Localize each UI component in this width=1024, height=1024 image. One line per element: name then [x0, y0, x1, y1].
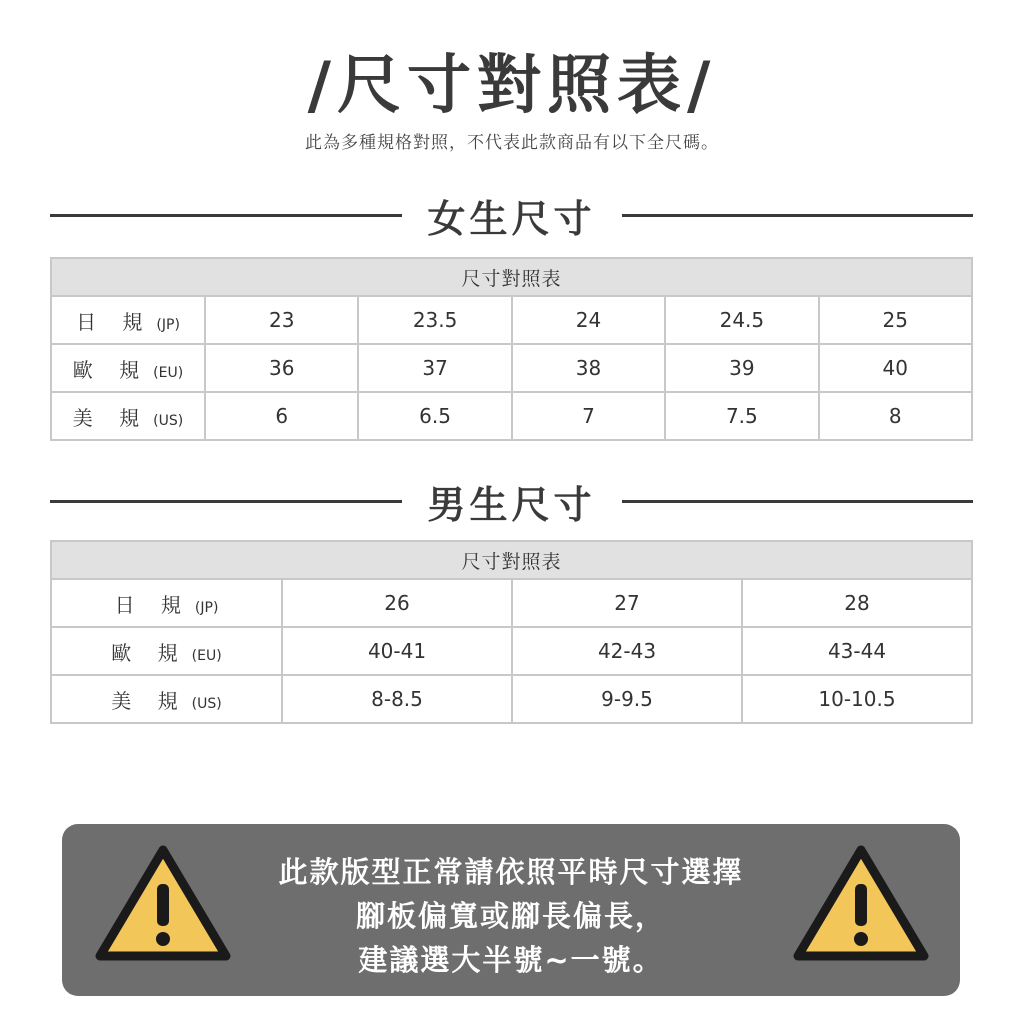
table-cell: 40 [819, 344, 972, 392]
table-cell: 7 [512, 392, 665, 440]
women-table-caption: 尺寸對照表 [51, 258, 972, 296]
table-row [51, 627, 972, 675]
fit-notice-box [62, 824, 960, 996]
notice-text [222, 850, 800, 982]
table-cell: 8 [819, 392, 972, 440]
table-cell: 10-10.5 [742, 675, 972, 723]
page-title: /尺寸對照表/ [307, 48, 717, 123]
divider-line [622, 500, 974, 503]
table-cell: 6 [205, 392, 358, 440]
table-row [51, 579, 972, 627]
table-cell: 28 [742, 579, 972, 627]
warning-triangle-icon [792, 844, 930, 964]
table-cell: 9-9.5 [512, 675, 742, 723]
table-row [51, 392, 972, 440]
divider-line [50, 214, 402, 217]
table-cell: 8-8.5 [282, 675, 512, 723]
table-cell: 39 [665, 344, 818, 392]
table-cell: 6.5 [358, 392, 511, 440]
table-cell: 24.5 [665, 296, 818, 344]
table-cell: 23.5 [358, 296, 511, 344]
warning-triangle-icon [94, 844, 232, 964]
notice-line: 腳板偏寬或腳長偏長， [355, 899, 666, 933]
row-label: 美 規 (US) [51, 675, 282, 723]
table-cell: 27 [512, 579, 742, 627]
table-cell: 25 [819, 296, 972, 344]
row-label: 日 規 (JP) [51, 296, 205, 344]
table-cell: 24 [512, 296, 665, 344]
table-cell: 23 [205, 296, 358, 344]
table-cell: 42-43 [512, 627, 742, 675]
row-label: 歐 規 (EU) [51, 344, 205, 392]
men-size-table [50, 540, 973, 724]
table-cell: 43-44 [742, 627, 972, 675]
men-section-heading [50, 476, 973, 526]
notice-line: 此款版型正常請依照平時尺寸選擇 [278, 855, 744, 889]
page-subtitle: 此為多種規格對照，不代表此款商品有以下全尺碼。 [305, 133, 719, 153]
women-heading-label: 女生尺寸 [427, 195, 596, 241]
table-row [51, 296, 972, 344]
divider-line [622, 214, 974, 217]
table-cell: 7.5 [665, 392, 818, 440]
divider-line [50, 500, 402, 503]
table-cell: 36 [205, 344, 358, 392]
table-cell: 37 [358, 344, 511, 392]
row-label: 日 規 (JP) [51, 579, 282, 627]
notice-line: 建議選大半號~一號。 [358, 943, 664, 977]
row-label: 歐 規 (EU) [51, 627, 282, 675]
table-cell: 38 [512, 344, 665, 392]
table-row [51, 344, 972, 392]
women-section-heading [50, 190, 973, 240]
men-table-caption: 尺寸對照表 [51, 541, 972, 579]
women-size-table [50, 257, 973, 441]
table-cell: 40-41 [282, 627, 512, 675]
row-label: 美 規 (US) [51, 392, 205, 440]
table-cell: 26 [282, 579, 512, 627]
men-heading-label: 男生尺寸 [427, 481, 596, 527]
table-row [51, 675, 972, 723]
